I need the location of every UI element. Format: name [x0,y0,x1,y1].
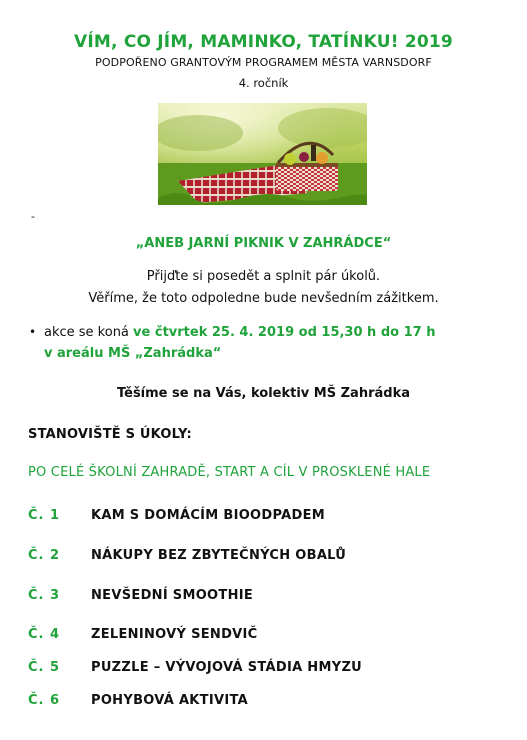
station-name: NÁKUPY BEZ ZBYTEČNÝCH OBALŮ [91,548,347,563]
page-subtitle: PODPOŘENO GRANTOVÝM PROGRAMEM MĚSTA VARNSDORF [95,56,432,69]
station-name: NEVŠEDNÍ SMOOTHIE [91,588,254,603]
station-name: KAM S DOMÁCÍM BIOODPADEM [91,508,326,523]
station-number: Č. 1 [28,508,61,523]
station-number: Č. 6 [28,693,61,708]
station-name: PUZZLE – VÝVOJOVÁ STÁDIA HMYZU [91,660,363,675]
invitation-line-2: Věříme, že toto odpoledne bude nevšedním zážitkem. [88,291,439,306]
event-prefix: akce se koná [44,325,134,340]
station-number: Č. 4 [28,627,61,642]
event-date-line [44,325,435,340]
page-title: VÍM, CO JÍM, MAMINKO, TATÍNKU! 2019 [74,32,453,52]
slogan: „ANEB JARNÍ PIKNIK V ZAHRÁDCE“ [135,236,392,251]
station-name: ZELENINOVÝ SENDVIČ [91,627,258,642]
edition-label: 4. ročník [238,76,289,90]
station-number: Č. 3 [28,588,61,603]
greeting: Těšíme se na Vás, kolektiv MŠ Zahrádka [116,386,410,401]
station-number: Č. 5 [28,660,61,675]
invitation-line-1: Přijďte si posedět a splnit pár úkolů. [146,269,381,284]
stations-heading: STANOVIŠTĚ S ÚKOLY: [28,427,192,442]
picnic-image [158,103,367,205]
bullet-icon: • [29,325,37,339]
separator-dash: - [31,210,35,223]
area-note: PO CELÉ ŠKOLNÍ ZAHRADĚ, START A CÍL V PROSKLENÉ HALE [28,465,431,480]
station-number: Č. 2 [28,548,61,563]
station-name: POHYBOVÁ AKTIVITA [91,693,249,708]
event-location: v areálu MŠ „Zahrádka“ [44,346,222,361]
event-datetime: ve čtvrtek 25. 4. 2019 od 15,30 h do 17 h [133,325,436,340]
